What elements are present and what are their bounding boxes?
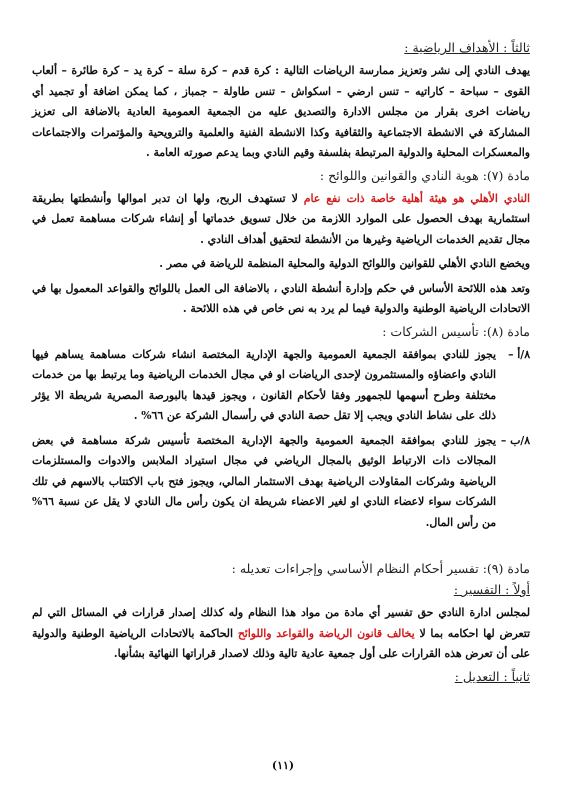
goals-heading: ثالثاً : الأهداف الرياضية : bbox=[404, 40, 530, 55]
item-number: ٨/أ – bbox=[508, 347, 530, 361]
article-9-heading: مادة (٩): تفسير أحكام النظام الأساسي وإجراءات تعديله : bbox=[231, 561, 530, 576]
article-8-heading: مادة (٨): تأسيس الشركات : bbox=[382, 323, 530, 339]
article-8b-item bbox=[32, 431, 530, 534]
item-text: يجوز للنادي بموافقة الجمعية العمومية والجهة الإدارية المختصة تأسيس شركة مساهمة في بعض المجالات ذات الارتباط الوثيق بالمجال الرياضي في مجال استيراد الملابس والادوات والمستلزمات الرياضية وشركات المقاولات الرياضية بهدف الاستثمار المالي، ويجوز فتح باب الاكتتاب بالاسهم في تلك الشركات سواء لاعضاء النادي او لغير الاعضاء شريطة ان يكون رأس مال النادي لا يقل عن نسبة ٦٦% من رأس المال. bbox=[32, 433, 496, 529]
spacer bbox=[32, 537, 530, 557]
article-7-heading: مادة (٧): هوية النادي والقوانين واللوائح : bbox=[319, 167, 530, 183]
article-7-paragraph-2: ويخضع النادي الأهلي للقوانين واللوائح الدولية والمحلية المنظمة للرياضة في مصر . bbox=[159, 257, 530, 270]
item-number: ٨/ب – bbox=[500, 433, 530, 447]
amendment-subheading: ثانياً : التعديل : bbox=[454, 668, 530, 684]
article-8a-item bbox=[32, 345, 530, 427]
item-text: يجوز للنادي بموافقة الجمعية العمومية والجهة الإدارية المختصة انشاء شركات مساهمة يساهم فيها النادي واعضاؤه والمستثمرون لإحدى الرياضات او في مجال الخدمات الرياضية وما يرتبط بها من خدمات مختلفة وطرح أسهمها للجمهور وفقا لأحكام القانون ، ويجوز قيدها بالبورصة المصرية شريطة الا يؤثر ذلك على نشاط النادي ويجب إلا تقل حصة النادي في رأسمال الشركة عن ٦٦% . bbox=[32, 347, 496, 422]
highlighted-text: النادي الأهلي هو هيئة أهلية خاصة ذات نفع عام bbox=[303, 191, 530, 205]
page-number: (١١) bbox=[271, 759, 295, 772]
highlighted-text: يخالف قانون الرياضة والقواعد واللوائح bbox=[237, 626, 415, 640]
goals-paragraph: يهدف النادي إلى نشر وتعزيز ممارسة الرياضات التالية : كرة قدم – كرة سلة – كرة يد – كرة طائرة – ألعاب القوى – سباحة – كاراتيه – تنس ارضي – اسكواش – تنس طاولة – جمباز ، كما يمكن اضافة أو تجميد أي رياضات اخرى بقرار من مجلس الادارة والتصديق عليه من الجمعية العمومية العادية بالاضافة الى تعزيز المشاركة في الانشطة الاجتماعية والثقافية وكذا الانشطة الفنية والعلمية والترويحية والمؤتمرات والاجتماعات والمعسكرات المحلية والدولية المرتبطة بفلسفة وقيم النادي وبما يدعم صورته العامة . bbox=[32, 64, 530, 159]
article-7-paragraph-3: وتعد هذه اللائحة الأساس في حكم وإدارة أنشطة النادي ، بالاضافة الى العمل باللوائح والقواعد المعمول بها في الاتحادات الرياضية الوطنية والدولية فيما لم يرد به نص خاص في هذه اللائحة . bbox=[32, 281, 530, 315]
article-7-paragraph-1: النادي الأهلي هو هيئة أهلية خاصة ذات نفع عام لا تستهدف الربح، ولها ان تدبر اموالها وأنشطتها بطريقة استثمارية بهدف الحصول على الموارد اللازمة من خلال تسويق خدماتها أو إنشاء شركات مساهمة تعمل في مجال تقديم الخدمات الرياضية وغيرها من الأنشطة لتحقيق أهداف النادي . bbox=[32, 191, 530, 246]
interpretation-subheading: أولاً : التفسير : bbox=[453, 582, 530, 597]
article-9-paragraph: لمجلس ادارة النادي حق تفسير أي مادة من مواد هذا النظام وله كذلك إصدار قرارات في المسائل التي لم تتعرض لها احكامه بما لا يخالف قانون الرياضة والقواعد واللوائح الحاكمة بالاتحادات الرياضية الوطنية والدولية على أن تعرض هذه القرارات على أول جمعية عادية تالية وذلك لاصدار قراراتها النهائية بشأنها. bbox=[32, 606, 530, 660]
